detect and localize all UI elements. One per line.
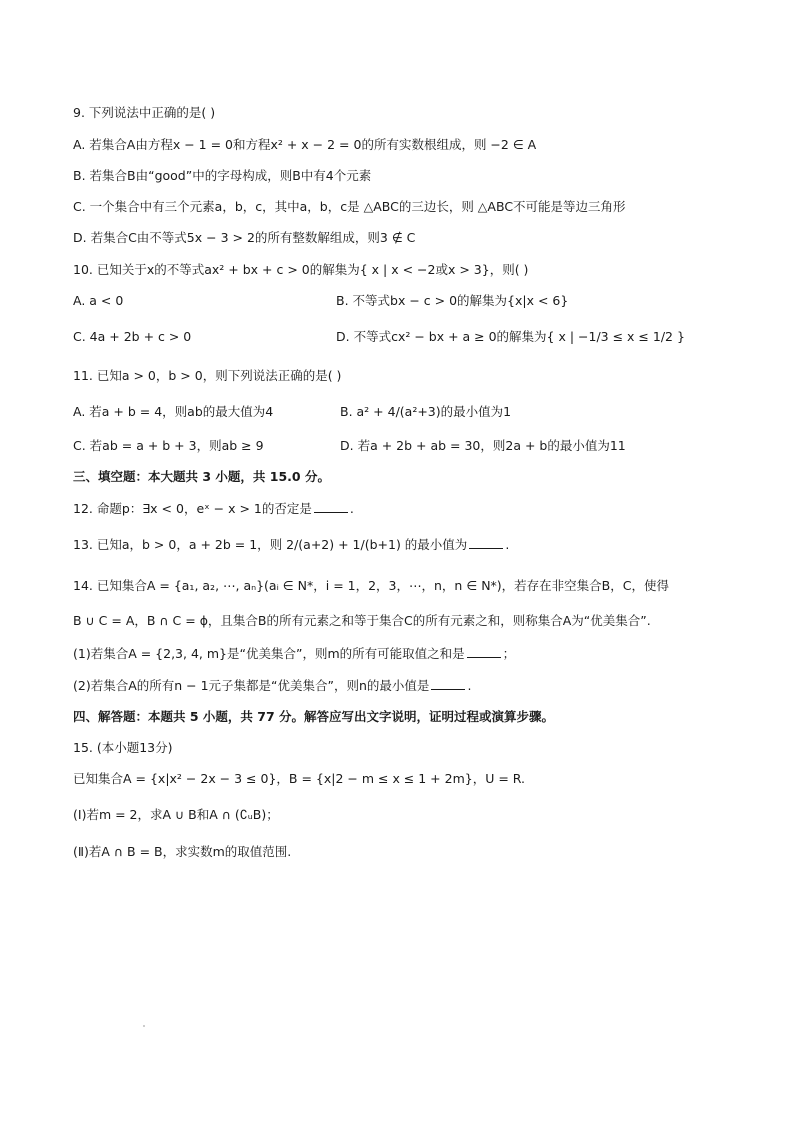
section-3-heading: 三、填空题：本大题共 3 小题，共 15.0 分。	[73, 469, 330, 484]
answer-blank	[467, 645, 501, 658]
question-14-line-1: 14. 已知集合A = {a₁, a₂, ⋯, aₙ}(aᵢ ∈ N*，i = 1，2，3，⋯，n，n ∈ N*)，若存在非空集合B，C，使得	[73, 578, 669, 593]
question-15-header: 15. (本小题13分)	[73, 740, 173, 755]
question-11-option-b: B. a² + 4/(a²+3)的最小值为1	[340, 404, 512, 419]
question-15-part-1: (Ⅰ)若m = 2，求A ∪ B和A ∩ (∁ᵤB)；	[73, 807, 279, 822]
section-4-heading: 四、解答题：本题共 5 小题，共 77 分。解答应写出文字说明，证明过程或演算步骤。	[73, 709, 555, 724]
question-14-part-1	[73, 644, 515, 664]
question-10-option-d: D. 不等式cx² − bx + a ≥ 0的解集为{ x | −1/3 ≤ x ≤ 1/2 }	[336, 329, 685, 344]
question-15-part-2: (Ⅱ)若A ∩ B = B，求实数m的取值范围.	[73, 844, 292, 859]
question-15-given: 已知集合A = {x|x² − 2x − 3 ≤ 0}，B = {x|2 − m ≤ x ≤ 1 + 2m}，U = R.	[73, 771, 525, 786]
question-10-option-b: B. 不等式bx − c > 0的解集为{x|x < 6}	[336, 293, 569, 308]
question-12-text: 12. 命题p：∃x < 0，eˣ − x > 1的否定是	[73, 501, 312, 516]
answer-blank	[431, 677, 465, 690]
answer-blank	[314, 500, 348, 513]
question-10-stem: 10. 已知关于x的不等式ax² + bx + c > 0的解集为{ x | x < −2或x > 3}，则( )	[73, 262, 529, 277]
scan-speck	[143, 1025, 145, 1027]
question-14-part-2	[73, 676, 471, 696]
question-14-line-2: B ∪ C = A，B ∩ C = ϕ，且集合B的所有元素之和等于集合C的所有元素之和，则称集合A为“优美集合”.	[73, 613, 651, 628]
question-12-end: .	[349, 501, 354, 516]
question-11-option-d: D. 若a + 2b + ab = 30，则2a + b的最小值为11	[340, 438, 626, 453]
question-10-option-c: C. 4a + 2b + c > 0	[73, 329, 192, 344]
question-14-part-2-text: (2)若集合A的所有n − 1元子集都是“优美集合”，则n的最小值是	[73, 678, 430, 693]
question-9-stem: 9. 下列说法中正确的是( )	[73, 105, 216, 120]
question-9-option-a: A. 若集合A由方程x − 1 = 0和方程x² + x − 2 = 0的所有实数根组成，则 −2 ∈ A	[73, 137, 537, 152]
question-11-stem: 11. 已知a > 0，b > 0，则下列说法正确的是( )	[73, 368, 342, 383]
question-13	[73, 535, 509, 555]
question-11-option-a: A. 若a + b = 4，则ab的最大值为4	[73, 404, 274, 419]
question-10-option-a: A. a < 0	[73, 293, 124, 308]
question-13-text: 13. 已知a，b > 0，a + 2b = 1，则 2/(a+2) + 1/(b+1) 的最小值为	[73, 537, 468, 552]
question-12	[73, 499, 354, 519]
question-9-option-b: B. 若集合B由“good”中的字母构成，则B中有4个元素	[73, 168, 372, 183]
question-11-option-c: C. 若ab = a + b + 3，则ab ≥ 9	[73, 438, 264, 453]
question-14-part-1-text: (1)若集合A = {2,3, 4, m}是“优美集合”，则m的所有可能取值之和是	[73, 646, 465, 661]
question-14-part-2-end: .	[467, 678, 472, 693]
question-9-option-c: C. 一个集合中有三个元素a，b，c，其中a，b，c是 △ABC的三边长，则 △ABC不可能是等边三角形	[73, 199, 626, 214]
question-13-end: .	[505, 537, 510, 552]
question-9-option-d: D. 若集合C由不等式5x − 3 > 2的所有整数解组成，则3 ∉ C	[73, 230, 416, 245]
question-14-part-1-end: ；	[502, 646, 516, 661]
answer-blank	[469, 536, 503, 549]
